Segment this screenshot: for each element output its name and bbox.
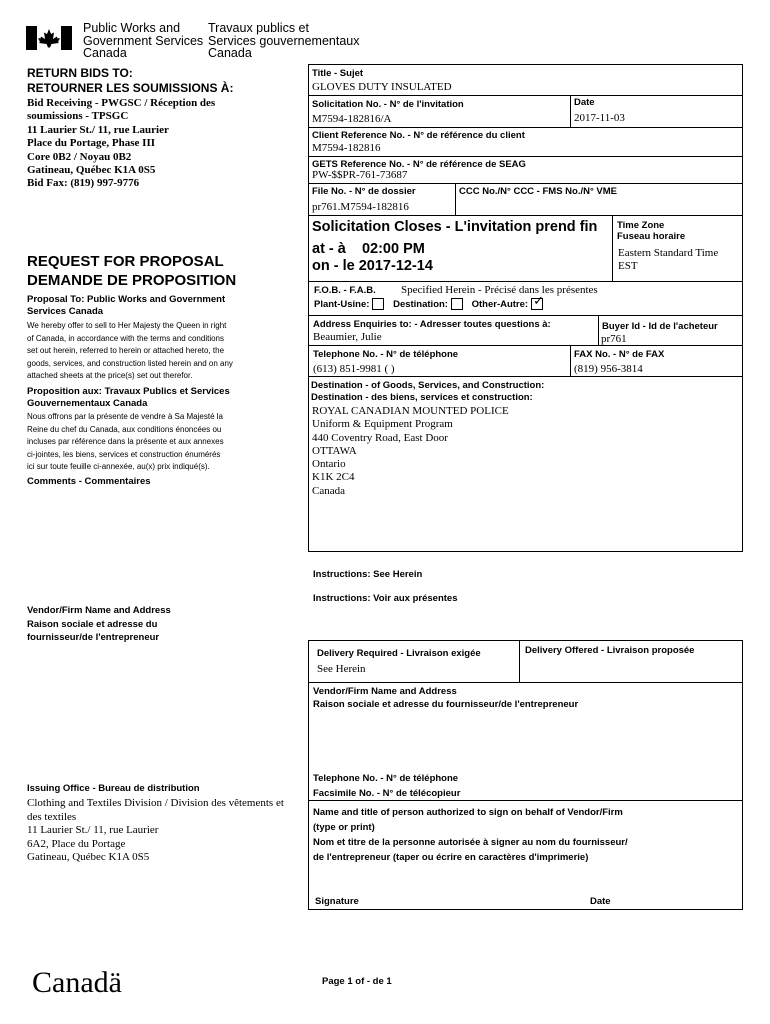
buyer-label: Buyer Id - Id de l'acheteur	[602, 321, 718, 332]
destination-label-line1: Destination - of Goods, Services, and Construction:	[311, 380, 545, 391]
proposal-to-fr	[27, 386, 230, 409]
file-value: pr761.M7594-182816	[312, 201, 409, 213]
dept-fr-line2: Services gouvernementaux	[208, 33, 360, 48]
issuing-office-label: Issuing Office - Bureau de distribution	[27, 783, 200, 794]
solicitation-label: Solicitation No. - N° de l'invitation	[312, 99, 464, 110]
rule	[308, 315, 743, 316]
vendor-left-label	[27, 604, 171, 645]
offer-en-line: of Canada, in accordance with the terms and conditions	[27, 333, 225, 343]
title-label: Title - Sujet	[312, 68, 364, 79]
dept-name-fr	[208, 22, 359, 60]
auth-line: de l'entrepreneur (taper ou écrire en caractères d'imprimerie)	[313, 852, 589, 863]
destination-option-label: Destination:	[393, 299, 448, 310]
comments-label: Comments - Commentaires	[27, 476, 151, 487]
instructions-en: Instructions: See Herein	[313, 569, 423, 580]
offer-en-line: attached sheets at the price(s) set out therefor.	[27, 371, 193, 380]
fax-label: FAX No. - N° de FAX	[574, 349, 665, 360]
destination-checkbox[interactable]	[451, 298, 463, 310]
vendor-tel-label: Telephone No. - N° de téléphone	[313, 773, 459, 784]
return-bids-address	[27, 97, 215, 191]
gets-label: GETS Reference No. - N° de référence de SEAG	[312, 159, 526, 170]
phone-label: Telephone No. - N° de téléphone	[313, 349, 459, 360]
destination-label-line2: Destination - des biens, services et construction:	[311, 392, 533, 403]
offer-en-line: set out herein, referred to herein or attached hereto, the	[27, 346, 225, 355]
issuing-office-line: 6A2, Place du Portage	[27, 837, 126, 850]
signature-date-label: Date	[590, 896, 611, 907]
vendor-left-line2: Raison sociale et adresse du	[27, 618, 158, 630]
offer-fr-line: Reine du chef du Canada, aux conditions énoncées ou	[27, 424, 222, 434]
canada-wordmark: Canadä	[32, 966, 122, 999]
closing-time-row	[312, 241, 425, 258]
plant-label: Plant-Usine:	[314, 299, 370, 310]
rule	[570, 345, 571, 376]
destination-line: K1K 2C4	[312, 471, 355, 484]
destination-line: ROYAL CANADIAN MOUNTED POLICE	[312, 405, 509, 417]
rule	[308, 127, 743, 128]
other-label: Other-Autre:	[471, 299, 529, 310]
destination-line: OTTAWA	[312, 444, 357, 457]
dept-en-line1: Public Works and	[83, 21, 181, 35]
return-bids-heading-line2: RETOURNER LES SOUMISSIONS À:	[27, 81, 234, 95]
return-bids-line: Bid Fax: (819) 997-9776	[27, 177, 140, 190]
offer-en-line: We hereby offer to sell to Her Majesty the Queen in right	[27, 321, 227, 330]
issuing-office-address	[27, 797, 284, 865]
offer-fr-line: Nous offrons par la présente de vendre à Sa Majesté la	[27, 412, 223, 421]
title-value: GLOVES DUTY INSULATED	[312, 81, 452, 93]
return-bids-line: Core 0B2 / Noyau 0B2	[27, 150, 132, 163]
rule	[308, 215, 743, 216]
proposal-to-fr-line2: Gouvernementaux Canada	[27, 397, 148, 409]
issuing-office-line: Gatineau, Québec K1A 0S5	[27, 851, 150, 863]
closing-date-row	[312, 258, 433, 275]
issuing-office-line: Clothing and Textiles Division / Division des vêtements et	[27, 797, 284, 809]
dept-fr-line1: Travaux publics et	[208, 21, 309, 35]
closes-title: Solicitation Closes - L'invitation prend fin	[312, 219, 598, 235]
client-ref-label: Client Reference No. - N° de référence du client	[312, 130, 525, 141]
tz-value-line1: Eastern Standard Time	[618, 247, 719, 259]
instructions-fr: Instructions: Voir aux présentes	[313, 593, 458, 604]
return-bids-line: 11 Laurier St./ 11, rue Laurier	[27, 123, 169, 136]
return-bids-line: Gatineau, Québec K1A 0S5	[27, 164, 156, 177]
rule	[308, 95, 743, 96]
tz-value-line2: EST	[618, 260, 638, 272]
phone-value: (613) 851-9981 ( )	[313, 363, 395, 375]
rule	[612, 215, 613, 281]
buyer-value: pr761	[601, 333, 627, 345]
issuing-office-line: 11 Laurier St./ 11, rue Laurier	[27, 824, 159, 836]
closing-date-value: 2017-12-14	[358, 258, 433, 274]
proposal-to-en	[27, 294, 225, 317]
destination-line: Ontario	[312, 458, 346, 471]
destination-address	[312, 405, 509, 498]
return-bids-heading-line1: RETURN BIDS TO:	[27, 66, 133, 80]
vendor-name-label-line1: Vendor/Firm Name and Address	[313, 686, 457, 697]
closing-time-value: 02:00 PM	[361, 241, 425, 257]
date-value: 2017-11-03	[574, 112, 625, 124]
fob-value: Specified Herein - Précisé dans les présentes	[401, 284, 598, 296]
dept-en-line3: Canada	[83, 46, 127, 60]
vendor-left-line3: fournisseur/de l'entrepreneur	[27, 632, 160, 643]
destination-line: Canada	[312, 484, 345, 497]
offer-en-line: goods, services, and construction listed herein and on any	[27, 358, 233, 368]
offer-fr-line: incluses par référence dans la présente et aux annexes	[27, 437, 224, 446]
dept-en-line2: Government Services	[83, 33, 204, 48]
time-zone-value	[618, 247, 718, 273]
return-bids-heading	[27, 66, 233, 96]
return-bids-line: Bid Receiving - PWGSC / Réception des	[27, 97, 216, 109]
vendor-name-label-line2: Raison sociale et adresse du fournisseur/de l'entrepreneur	[313, 698, 579, 710]
authorized-person-label	[313, 805, 628, 865]
rfp-title-line2: DEMANDE DE PROPOSITION	[27, 272, 237, 289]
vendor-fax-label: Facsimile No. - N° de télécopieur	[313, 788, 461, 799]
ccc-label: CCC No./N° CCC - FMS No./N° VME	[459, 186, 618, 197]
rule	[308, 682, 743, 683]
dept-fr-line3: Canada	[208, 46, 252, 60]
proposal-to-fr-line1: Proposition aux: Travaux Publics et Services	[27, 386, 230, 397]
auth-line: (type or print)	[313, 822, 375, 833]
address-enquiries-value: Beaumier, Julie	[313, 331, 382, 343]
tz-label-line2: Fuseau horaire	[617, 231, 686, 242]
auth-line: Nom et titre de la personne autorisée à signer au nom du fournisseur/	[313, 837, 628, 848]
destination-line: Uniform & Equipment Program	[312, 418, 453, 431]
fax-value: (819) 956-3814	[574, 363, 643, 375]
rule	[308, 156, 743, 157]
vendor-left-line1: Vendor/Firm Name and Address	[27, 605, 171, 616]
offer-fr-line: ci-jointes, les biens, services et construction énumérés	[27, 449, 221, 459]
rule	[308, 376, 743, 377]
delivery-required-value: See Herein	[317, 663, 366, 675]
dept-name-en	[83, 22, 203, 60]
rfp-title-line1: REQUEST FOR PROPOSAL	[27, 253, 224, 270]
canada-flag-icon	[26, 26, 72, 50]
rule	[598, 315, 599, 345]
check-mark-icon: ✓	[533, 294, 544, 310]
on-label: on - le	[312, 258, 355, 274]
rule	[308, 281, 743, 282]
rule	[308, 183, 743, 184]
fob-label: F.O.B. - F.A.B.	[314, 285, 376, 296]
file-label: File No. - N° de dossier	[312, 186, 416, 197]
signature-label: Signature	[315, 896, 359, 907]
rule	[519, 640, 520, 682]
proposal-to-en-line2: Services Canada	[27, 305, 104, 317]
address-enquiries-label: Address Enquiries to: - Adresser toutes questions à:	[313, 319, 551, 330]
delivery-required-label: Delivery Required - Livraison exigée	[317, 648, 481, 659]
at-label: at - à	[312, 241, 346, 257]
tz-label-line1: Time Zone	[617, 220, 665, 231]
plant-checkbox[interactable]	[372, 298, 384, 310]
other-checkbox[interactable]	[531, 294, 544, 310]
offer-text-fr	[27, 411, 224, 474]
offer-fr-line: ici sur toute feuille ci-annexée, au(x) prix indiqué(s).	[27, 462, 210, 471]
page-number: Page 1 of - de 1	[322, 976, 392, 987]
return-bids-line: soumissions - TPSGC	[27, 110, 129, 123]
offer-text-en	[27, 320, 233, 383]
rule	[570, 95, 571, 127]
issuing-office-line: des textiles	[27, 810, 77, 823]
rule	[308, 345, 743, 346]
solicitation-value: M7594-182816/A	[312, 113, 392, 125]
auth-line: Name and title of person authorized to sign on behalf of Vendor/Firm	[313, 807, 623, 818]
rule	[455, 183, 456, 215]
time-zone-label	[617, 220, 685, 242]
destination-line: 440 Coventry Road, East Door	[312, 431, 448, 444]
delivery-offered-label: Delivery Offered - Livraison proposée	[525, 645, 695, 656]
fob-options-row	[314, 294, 549, 312]
vendor-tel-fax-label	[313, 771, 460, 801]
date-label: Date	[574, 97, 595, 108]
rfp-title	[27, 252, 236, 290]
return-bids-line: Place du Portage, Phase III	[27, 137, 156, 150]
proposal-to-en-line1: Proposal To: Public Works and Government	[27, 294, 226, 305]
destination-label	[311, 380, 544, 404]
vendor-name-label	[313, 686, 578, 711]
client-ref-value: M7594-182816	[312, 142, 381, 154]
gets-value: PW-$$PR-761-73687	[312, 169, 408, 181]
